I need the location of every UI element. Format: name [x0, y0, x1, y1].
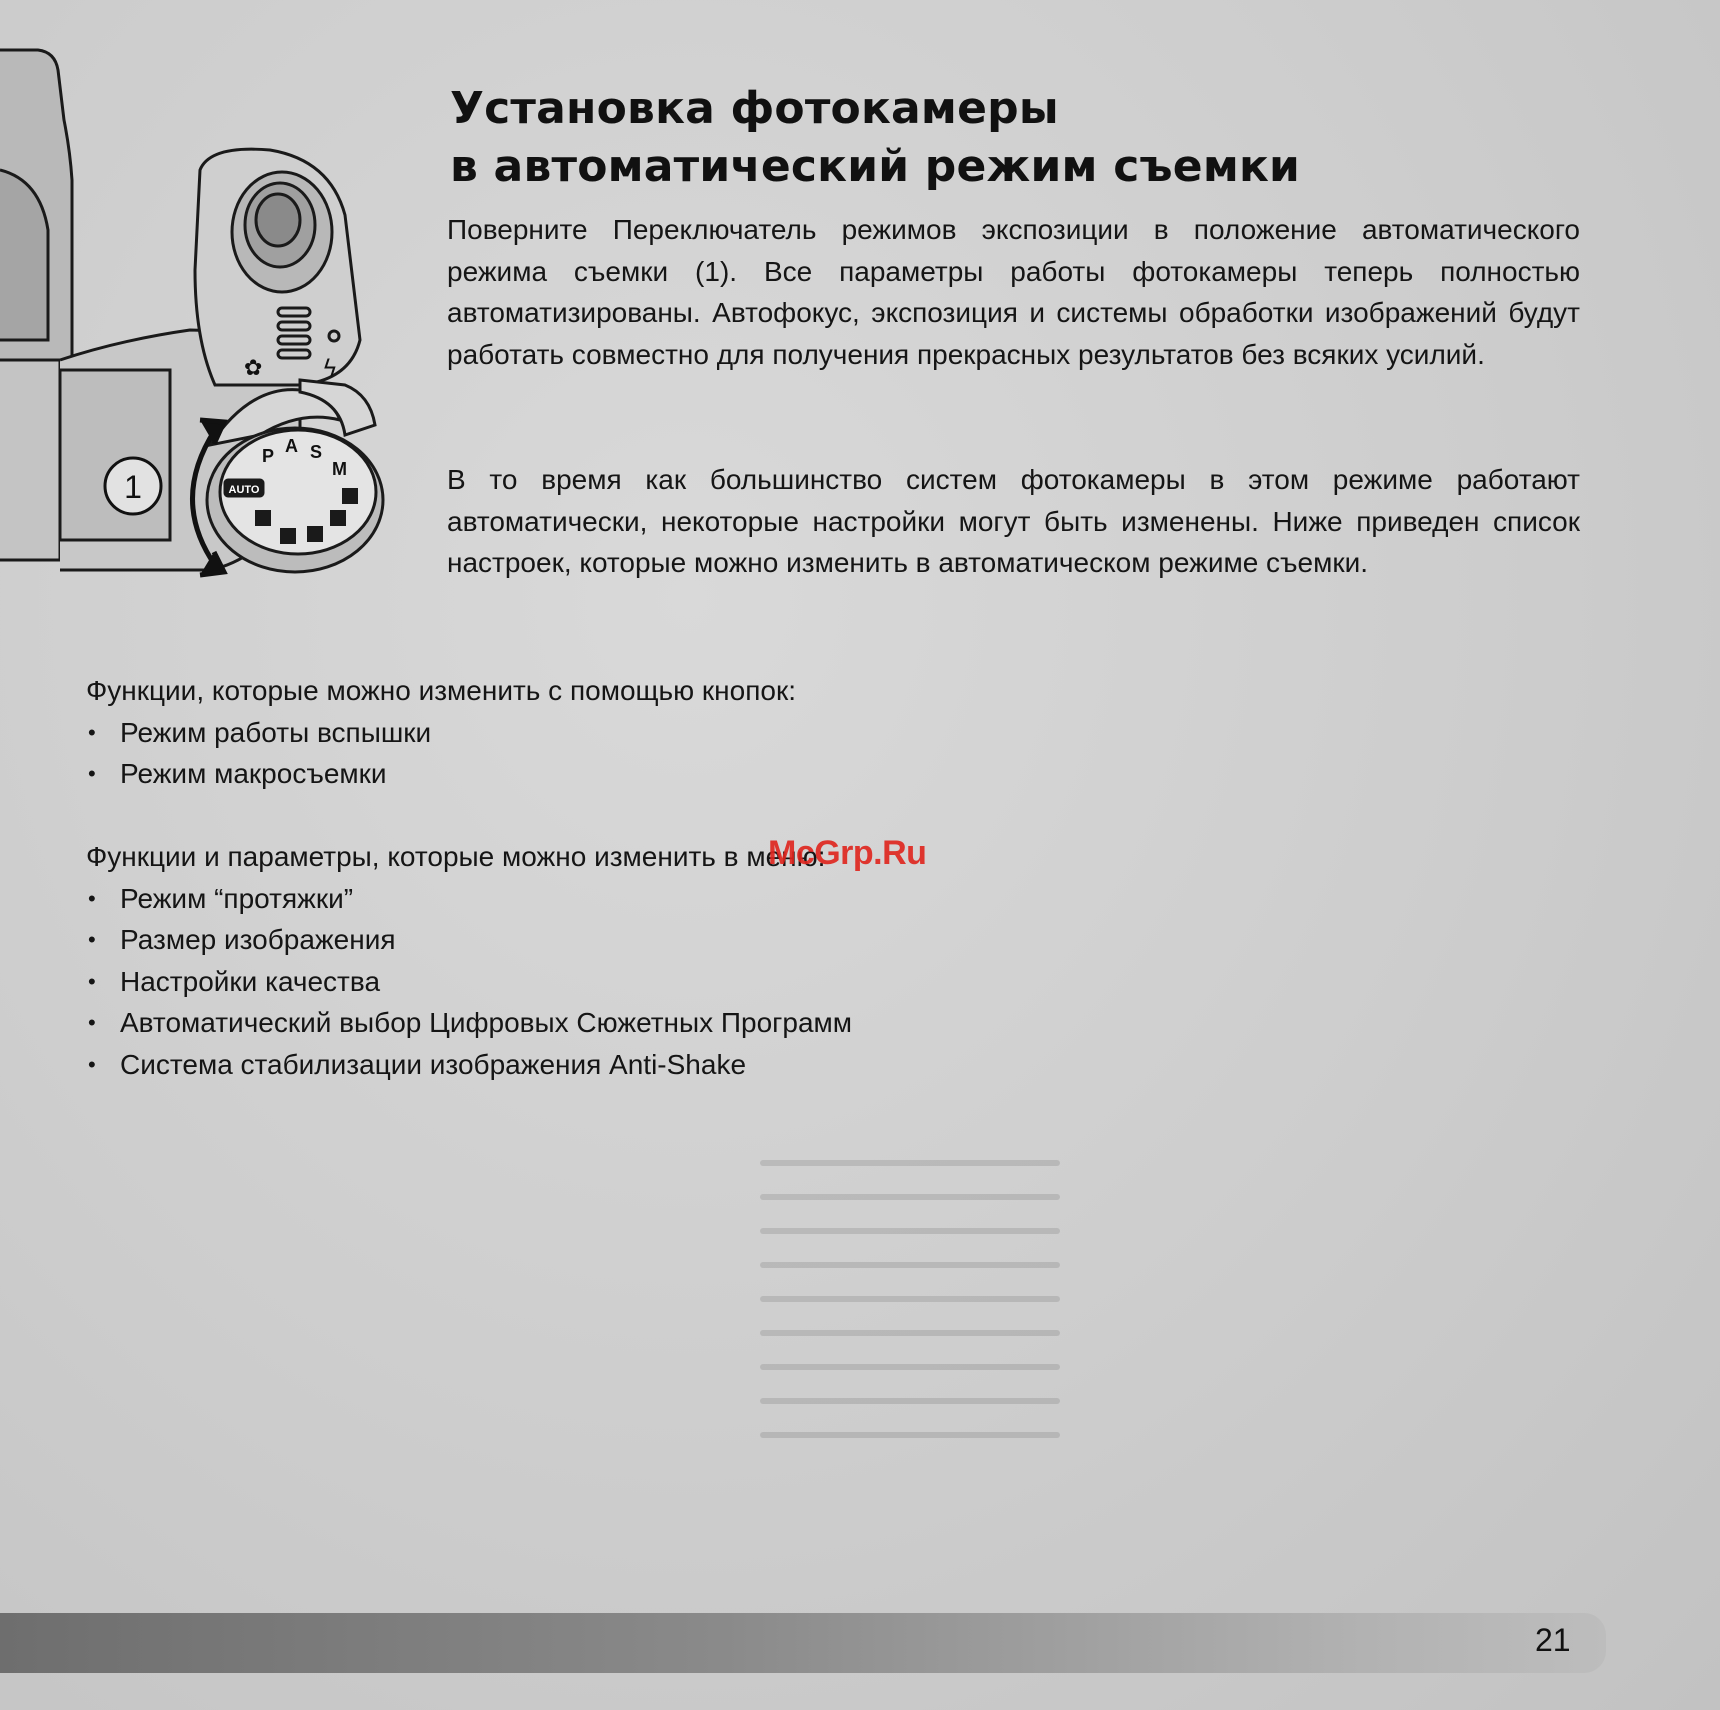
viewfinder-hump: [195, 149, 360, 385]
button-functions-heading: Функции, которые можно изменить с помощью кнопок:: [86, 675, 796, 706]
watermark: McGrp.Ru: [768, 834, 927, 872]
list-item: • Система стабилизации изображения Anti-Shake: [86, 1044, 1086, 1086]
dial-label-auto: AUTO: [228, 484, 260, 496]
list-item: • Автоматический выбор Цифровых Сюжетных Программ: [86, 1002, 1086, 1044]
adjustable-settings-paragraph: В то время как большинство систем фотокамеры в этом режиме работают автоматически, некоторые настройки могут быть изменены. Ниже приведен список настроек, которые можно изменить в автоматическом режиме съемки.: [447, 464, 1580, 578]
flash-icon: ϟ: [322, 355, 338, 383]
list-item: • Настройки качества: [86, 961, 1086, 1003]
menu-functions-heading: Функции и параметры, которые можно изменить в меню:: [86, 841, 826, 872]
title-line-1: Установка фотокамеры: [450, 83, 1059, 134]
button-functions-section: [86, 670, 1086, 795]
list-item: • Размер изображения: [86, 919, 1086, 961]
page-title: [450, 80, 1600, 196]
camera-illustration: [0, 40, 420, 580]
page-number: 21: [1535, 1622, 1571, 1658]
dial-label-a: A: [285, 436, 298, 456]
dial-label-m: M: [332, 459, 347, 479]
callout-number: 1: [124, 469, 142, 505]
dial-label-s: S: [310, 442, 323, 462]
list-item: • Режим макросъемки: [86, 753, 1086, 795]
list-item: • Режим “протяжки”: [86, 878, 1086, 920]
menu-functions-section: [86, 836, 1086, 1085]
show-through-text: [760, 1160, 1060, 1580]
title-line-2: в автоматический режим съемки: [450, 141, 1301, 192]
flower-icon: ✿: [244, 356, 263, 381]
intro-paragraph: Поверните Переключатель режимов экспозиции в положение автоматического режима съемки (1). Все параметры работы фотокамеры теперь полностью автоматизированы. Автофокус, экспозиция и системы обработки изображений будут работать совместно для получения прекрасных результатов без всяких усилий.: [447, 214, 1580, 370]
menu-functions-list: [86, 878, 1086, 1086]
button-functions-list: [86, 712, 1086, 795]
dial-label-p: P: [262, 446, 275, 466]
footer-bar: [0, 1613, 1606, 1673]
list-item: • Режим работы вспышки: [86, 712, 1086, 754]
